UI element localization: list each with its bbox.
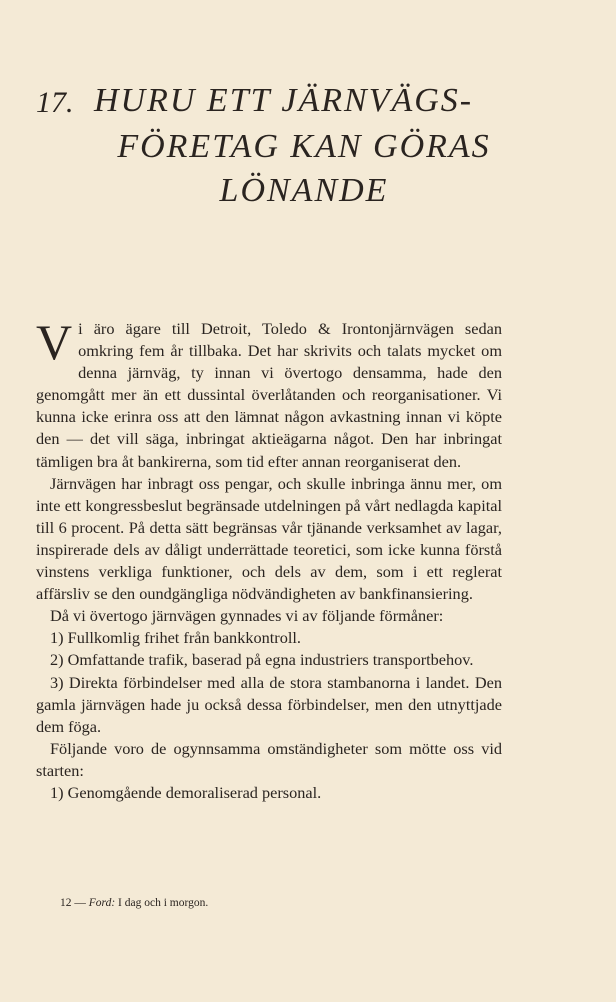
body-text xyxy=(36,314,502,804)
printer-signature xyxy=(60,897,208,909)
signature-author: Ford: xyxy=(88,897,116,909)
signature-title: I dag och i morgon. xyxy=(118,897,209,909)
list-item: 3) Direkta förbindelser med alla de stora stambanorna i landet. Den gamla järnvägen hade ju också dessa förbindelser, men den utnyttjade dem föga. xyxy=(36,672,502,736)
paragraph-1 xyxy=(36,314,502,473)
list-item: 2) Omfattande trafik, baserad på egna industriers transportbehov. xyxy=(50,650,474,670)
paragraph-2: Järnvägen har inbragt oss pengar, och skulle inbringa ännu mer, om inte ett kongressbeslut begränsade utdelningen på vårt nedlagda kapital till 6 procent. På detta sätt begränsas vår tjänande verksamhet av lagar, inspirerade dels av dåligt underrättade teoretici, som icke kunna förstå vinstens verkliga funktioner, och dels av dem, som i ett reglerat affärsliv se den oundgängliga nödvändigheten av bankfinansiering. xyxy=(36,473,502,604)
list-item: 1) Fullkomlig frihet från bankkontroll. xyxy=(50,628,301,648)
drop-cap: V xyxy=(36,314,73,370)
paragraph-4: Följande voro de ogynnsamma omständigheter som mötte oss vid starten: xyxy=(36,738,502,780)
chapter-title-line-3: LÖNANDE xyxy=(219,172,389,209)
list-item: 1) Genomgående demoraliserad personal. xyxy=(50,782,322,802)
paragraph-3: Då vi övertogo järnvägen gynnades vi av följande förmåner: xyxy=(50,606,444,626)
chapter-number: 17. xyxy=(36,86,74,119)
chapter-title-line-2: FÖRETAG KAN GÖRAS xyxy=(117,128,491,165)
paragraph-1-text: i äro ägare till Detroit, Toledo & Irontonjärnvägen sedan omkring fem år tillbaka. Det har skrivits och talats mycket om denna järnväg, ty innan vi övertogo densamma, hade den genomgått mer än ett dussintal överlåtanden och reorganisationer. Vi kunna icke erinra oss att den lämnat någon avkastning innan vi köpte den — det vill säga, inbringat aktieägarna något. Den har inbringat tämligen bra åt bankirerna, som tid efter annan reorganiserat den. xyxy=(36,319,502,471)
signature-number: 12 — xyxy=(60,897,86,909)
chapter-title-line-1: HURU ETT JÄRNVÄGS- xyxy=(94,82,474,119)
